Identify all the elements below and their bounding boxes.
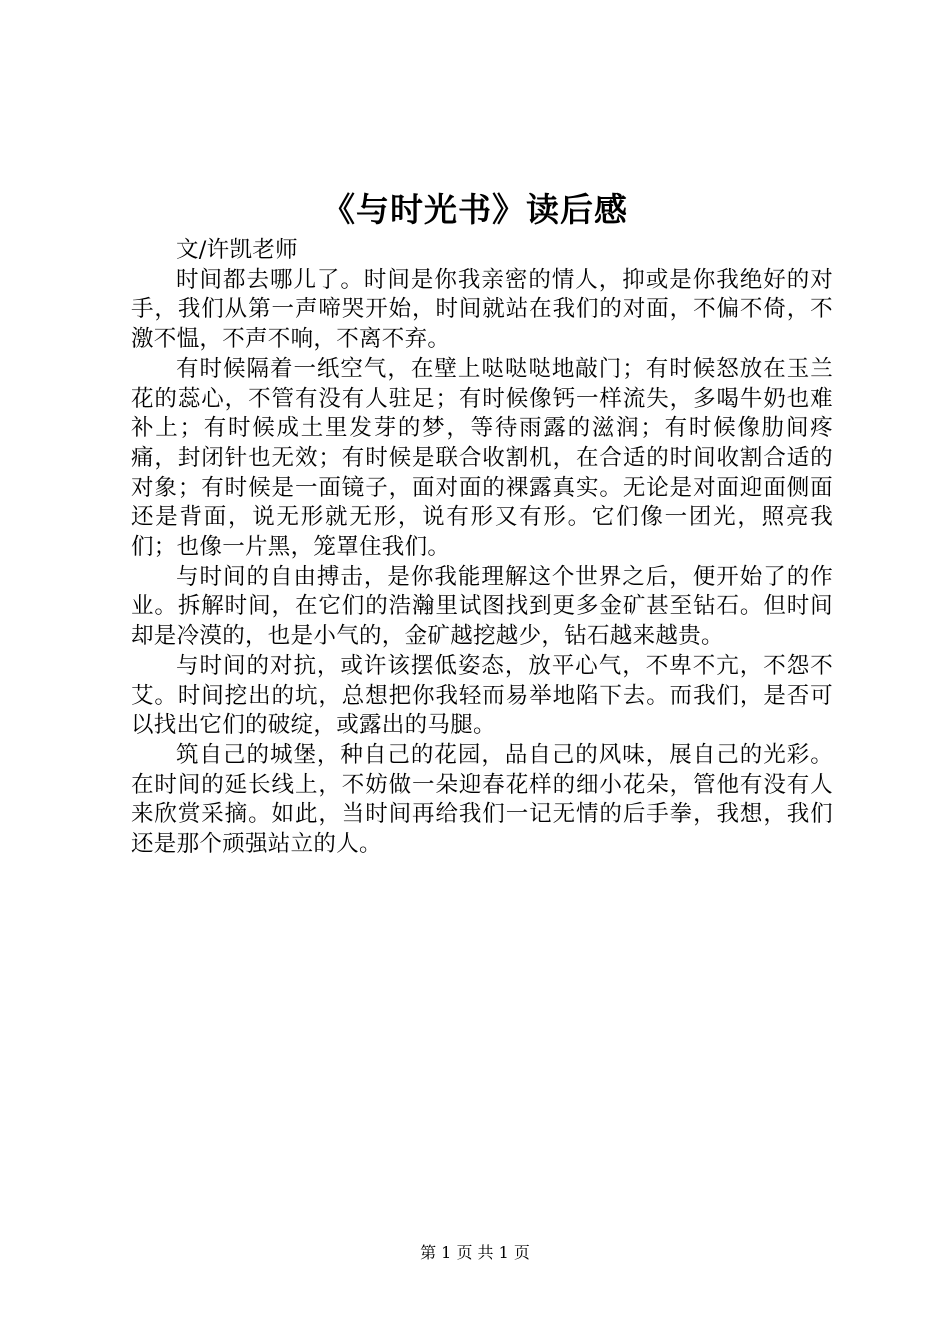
paragraph-4: 与时间的对抗，或许该摆低姿态，放平心气，不卑不亢，不怨不艾。时间挖出的坑，总想把你我轻而易举地陷下去。而我们，是否可以找出它们的破绽，或露出的马腿。 <box>131 652 833 739</box>
byline: 文/许凯老师 <box>176 237 298 263</box>
paragraph-2: 有时候隔着一纸空气，在壁上哒哒哒地敲门；有时候怒放在玉兰花的蕊心，不管有没有人驻足；有时候像钙一样流失，多喝牛奶也难补上；有时候成土里发芽的梦，等待雨露的滋润；有时候像肋间疼痛，封闭针也无效；有时候是联合收割机，在合适的时间收割合适的对象；有时候是一面镜子，面对面的裸露真实。无论是对面迎面侧面还是背面，说无形就无形，说有形又有形。它们像一团光，照亮我们；也像一片黑，笼罩住我们。 <box>131 355 833 561</box>
paragraph-5: 筑自己的城堡，种自己的花园，品自己的风味，展自己的光彩。在时间的延长线上，不妨做一朵迎春花样的细小花朵，管他有没有人来欣赏采摘。如此，当时间再给我们一记无情的后手拳，我想，我们还是那个顽强站立的人。 <box>131 741 833 858</box>
paragraph-3: 与时间的自由搏击，是你我能理解这个世界之后，便开始了的作业。拆解时间，在它们的浩瀚里试图找到更多金矿甚至钻石。但时间却是冷漠的，也是小气的，金矿越挖越少，钻石越来越贵。 <box>131 563 833 650</box>
paragraph-1: 时间都去哪儿了。时间是你我亲密的情人，抑或是你我绝好的对手，我们从第一声啼哭开始，时间就站在我们的对面，不偏不倚，不激不愠，不声不响，不离不弃。 <box>131 266 833 353</box>
page-number-footer: 第 1 页 共 1 页 <box>420 1243 530 1262</box>
document-body <box>131 236 833 860</box>
document-title: 《与时光书》读后感 <box>322 190 628 229</box>
